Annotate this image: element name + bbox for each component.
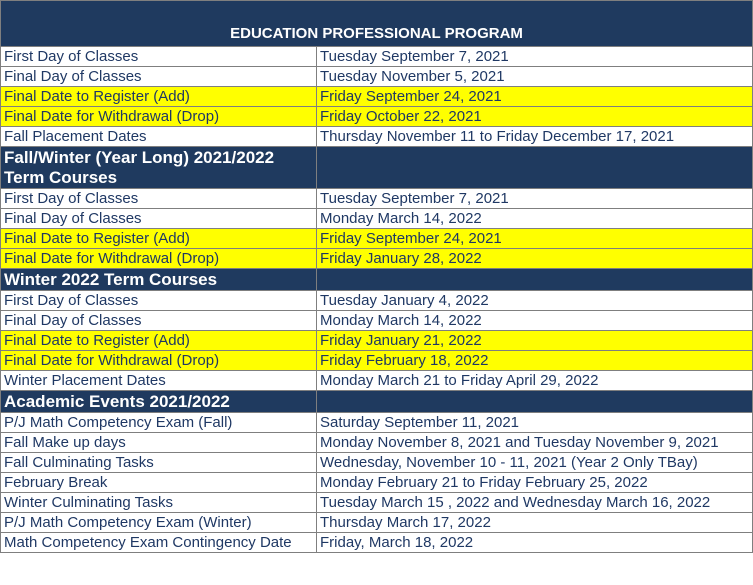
event-date: Friday, March 18, 2022 xyxy=(317,533,753,553)
section-heading: Winter 2022 Term Courses xyxy=(1,269,317,291)
event-date: Friday January 28, 2022 xyxy=(317,249,753,269)
table-row-highlighted xyxy=(1,229,753,249)
page-title: EDUCATION PROFESSIONAL PROGRAM xyxy=(1,1,753,47)
event-label: P/J Math Competency Exam (Fall) xyxy=(1,413,317,433)
table-row xyxy=(1,493,753,513)
event-date: Friday January 21, 2022 xyxy=(317,331,753,351)
event-label: Final Date to Register (Add) xyxy=(1,229,317,249)
table-row xyxy=(1,189,753,209)
title-row xyxy=(1,1,753,47)
table-row xyxy=(1,311,753,331)
table-row xyxy=(1,371,753,391)
table-row xyxy=(1,473,753,493)
section-header-blank xyxy=(317,391,753,413)
section-header-academic xyxy=(1,391,753,413)
event-date: Tuesday September 7, 2021 xyxy=(317,189,753,209)
table-row xyxy=(1,291,753,311)
event-label: Fall Placement Dates xyxy=(1,127,317,147)
table-row xyxy=(1,47,753,67)
event-label: Final Date for Withdrawal (Drop) xyxy=(1,351,317,371)
event-label: Fall Culminating Tasks xyxy=(1,453,317,473)
event-date: Friday September 24, 2021 xyxy=(317,229,753,249)
table-row xyxy=(1,513,753,533)
event-label: Final Date for Withdrawal (Drop) xyxy=(1,107,317,127)
table-row xyxy=(1,433,753,453)
event-date: Friday September 24, 2021 xyxy=(317,87,753,107)
event-date: Monday March 14, 2022 xyxy=(317,311,753,331)
event-label: Final Date for Withdrawal (Drop) xyxy=(1,249,317,269)
event-date: Monday March 14, 2022 xyxy=(317,209,753,229)
event-date: Monday November 8, 2021 and Tuesday November 9, 2021 xyxy=(317,433,753,453)
event-date: Tuesday September 7, 2021 xyxy=(317,47,753,67)
table-row xyxy=(1,209,753,229)
event-label: February Break xyxy=(1,473,317,493)
event-date: Wednesday, November 10 - 11, 2021 (Year 2 Only TBay) xyxy=(317,453,753,473)
event-date: Monday March 21 to Friday April 29, 2022 xyxy=(317,371,753,391)
event-date: Tuesday March 15 , 2022 and Wednesday March 16, 2022 xyxy=(317,493,753,513)
event-label: First Day of Classes xyxy=(1,47,317,67)
event-label: Final Day of Classes xyxy=(1,67,317,87)
event-date: Tuesday November 5, 2021 xyxy=(317,67,753,87)
event-date: Saturday September 11, 2021 xyxy=(317,413,753,433)
event-label: P/J Math Competency Exam (Winter) xyxy=(1,513,317,533)
event-label: Final Date to Register (Add) xyxy=(1,87,317,107)
event-label: Math Competency Exam Contingency Date xyxy=(1,533,317,553)
event-label: Final Day of Classes xyxy=(1,311,317,331)
table-row xyxy=(1,453,753,473)
section-header-winter xyxy=(1,269,753,291)
table-row xyxy=(1,413,753,433)
section-header-blank xyxy=(317,269,753,291)
section-heading: Fall/Winter (Year Long) 2021/2022 Term Courses xyxy=(1,147,317,189)
event-date: Friday February 18, 2022 xyxy=(317,351,753,371)
table-row-highlighted xyxy=(1,249,753,269)
event-label: Winter Culminating Tasks xyxy=(1,493,317,513)
event-label: Winter Placement Dates xyxy=(1,371,317,391)
table-row-highlighted xyxy=(1,107,753,127)
event-date: Thursday March 17, 2022 xyxy=(317,513,753,533)
section-heading: Academic Events 2021/2022 xyxy=(1,391,317,413)
event-label: Final Date to Register (Add) xyxy=(1,331,317,351)
event-label: First Day of Classes xyxy=(1,189,317,209)
table-row xyxy=(1,533,753,553)
table-row-highlighted xyxy=(1,351,753,371)
event-label: Final Day of Classes xyxy=(1,209,317,229)
section-header-yearlong xyxy=(1,147,753,189)
table-row-highlighted xyxy=(1,87,753,107)
section-header-blank xyxy=(317,147,753,189)
event-date: Monday February 21 to Friday February 25, 2022 xyxy=(317,473,753,493)
event-date: Friday October 22, 2021 xyxy=(317,107,753,127)
table-row xyxy=(1,127,753,147)
table-row-highlighted xyxy=(1,331,753,351)
table-row xyxy=(1,67,753,87)
event-date: Tuesday January 4, 2022 xyxy=(317,291,753,311)
event-date: Thursday November 11 to Friday December 17, 2021 xyxy=(317,127,753,147)
event-label: First Day of Classes xyxy=(1,291,317,311)
event-label: Fall Make up days xyxy=(1,433,317,453)
